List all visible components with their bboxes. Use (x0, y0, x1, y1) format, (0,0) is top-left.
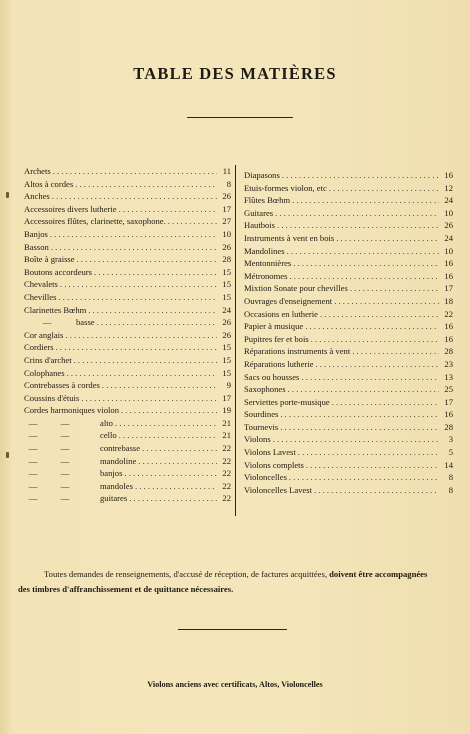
notice-paragraph (18, 567, 438, 597)
toc-entry (24, 304, 231, 317)
toc-entry-page: 8 (448, 472, 453, 483)
toc-entry-page: 22 (222, 443, 231, 454)
toc-entry-label: Mixtion Sonate pour chevilles (244, 283, 348, 294)
leader-dots (305, 320, 439, 333)
toc-entry-page: 18 (444, 295, 453, 306)
toc-entry-page: 21 (222, 417, 231, 428)
leader-dots (75, 178, 217, 191)
toc-entry-label: Sacs ou housses (244, 371, 300, 382)
toc-entry-label: Banjos (24, 228, 48, 239)
toc-entry-page: 3 (448, 434, 453, 445)
ditto-dash: — (60, 430, 70, 441)
leader-dots (282, 169, 439, 182)
leader-dots (352, 345, 439, 358)
toc-entry-page: 26 (222, 317, 231, 328)
toc-entry-page: 16 (444, 409, 453, 420)
toc-entry-page: 10 (222, 228, 231, 239)
toc-entry-page: 28 (444, 346, 453, 357)
toc-entry-label: contrebasse (100, 443, 141, 454)
toc-entry (244, 484, 453, 497)
toc-entry-page: 17 (222, 392, 231, 403)
toc-entry (244, 421, 453, 434)
toc-entry-label: Chevilles (24, 291, 57, 302)
toc-entry-page: 17 (444, 283, 453, 294)
toc-entry-label: Mandolines (244, 245, 285, 256)
toc-entry (244, 383, 453, 396)
toc-entry-page: 22 (222, 480, 231, 491)
leader-dots (119, 203, 217, 216)
ditto-dash: — (28, 443, 38, 454)
toc-entry (24, 278, 231, 291)
toc-entry-page: 16 (444, 270, 453, 281)
leader-dots (142, 442, 217, 455)
leader-dots (280, 408, 439, 421)
toc-entry-label: Réparations lutherie (244, 358, 314, 369)
toc-entry (244, 232, 453, 245)
toc-entry-page: 15 (222, 291, 231, 302)
leader-dots (52, 190, 217, 203)
toc-entry-page: 10 (444, 245, 453, 256)
toc-entry-page: 24 (444, 232, 453, 243)
toc-entry (244, 245, 453, 258)
leader-dots (336, 232, 439, 245)
toc-entry-page: 15 (222, 354, 231, 365)
toc-entry (24, 367, 231, 380)
leader-dots (138, 455, 217, 468)
toc-entry-page: 15 (222, 279, 231, 290)
toc-entry-label: Violons Lavest (244, 447, 296, 458)
ditto-dash: — (60, 480, 70, 491)
toc-entry-page: 11 (222, 166, 231, 176)
leader-dots (350, 282, 439, 295)
leader-dots (124, 467, 217, 480)
toc-entry (24, 392, 231, 405)
toc-entry (244, 194, 453, 207)
toc-entry (244, 471, 453, 484)
toc-entry-page: 16 (444, 321, 453, 332)
toc-entry (24, 341, 231, 354)
leader-dots (56, 341, 217, 354)
toc-entry-page: 25 (444, 384, 453, 395)
ditto-dash: — (42, 317, 52, 328)
toc-entry-label: Guitares (244, 207, 274, 218)
toc-entry-page: 15 (222, 367, 231, 378)
leader-dots (60, 278, 217, 291)
leader-dots (332, 396, 439, 409)
toc-entry (244, 207, 453, 220)
leader-dots (311, 333, 439, 346)
toc-entry-label: Accessoires flûtes, clarinette, saxophone. (24, 216, 166, 227)
toc-entry (24, 253, 231, 266)
leader-dots (74, 354, 217, 367)
toc-entry-label: Saxophones (244, 384, 286, 395)
toc-entry-page: 16 (444, 333, 453, 344)
toc-entry-label: Crins d'archet (24, 354, 72, 365)
title-rule (187, 117, 293, 118)
toc-entry (244, 396, 453, 409)
leader-dots (301, 371, 439, 384)
leader-dots (119, 429, 217, 442)
toc-entry-page: 17 (444, 396, 453, 407)
ditto-dash: — (28, 493, 38, 504)
toc-entry-page: 22 (222, 493, 231, 504)
leader-dots (58, 291, 217, 304)
toc-entry-page: 5 (448, 447, 453, 458)
toc-entry-page: 16 (444, 170, 453, 180)
toc-entry-label: Archets (24, 166, 51, 176)
toc-entry-page: 10 (444, 207, 453, 218)
ditto-dash: — (28, 430, 38, 441)
toc-left-column (24, 165, 231, 505)
toc-entry (244, 182, 453, 195)
toc-entry (24, 241, 231, 254)
toc-entry-label: basse (76, 317, 95, 328)
toc-entry-label: Cor anglais (24, 329, 64, 340)
toc-entry (24, 190, 231, 203)
toc-entry-label: Violons (244, 434, 271, 445)
notice-bold-text: doivent être accompagnées des timbres d'affranchissement et de quittance nécessaires. (18, 569, 428, 594)
toc-entry-label: Diapasons (244, 170, 280, 180)
toc-entry-label: Serviettes porte-musique (244, 396, 330, 407)
toc-entry-label: banjos (100, 468, 123, 479)
leader-dots (129, 492, 217, 505)
toc-entry-label: Contrebasses à cordes (24, 380, 100, 391)
toc-entry (244, 446, 453, 459)
toc-entry-page: 21 (222, 430, 231, 441)
toc-entry-page: 28 (222, 254, 231, 265)
leader-dots (320, 308, 439, 321)
toc-entry (24, 178, 231, 191)
ditto-dash: — (60, 455, 70, 466)
toc-entry-label: Coussins d'étuis (24, 392, 80, 403)
toc-entry (24, 455, 231, 468)
toc-right-column (244, 169, 453, 496)
footer-text: Violons anciens avec certificats, Altos, Violoncelles (147, 680, 323, 689)
ditto-dash: — (28, 468, 38, 479)
toc-entry-label: Etuis-formes violon, etc (244, 182, 327, 193)
toc-entry-label: Métronomes (244, 270, 288, 281)
toc-entry-page: 16 (444, 258, 453, 269)
leader-dots (77, 253, 217, 266)
toc-entry-page: 13 (444, 371, 453, 382)
toc-entry (24, 165, 231, 178)
leader-dots (334, 295, 439, 308)
leader-dots (277, 219, 439, 232)
toc-entry-label: alto (100, 417, 113, 428)
toc-entry (24, 203, 231, 216)
bottom-rule (178, 629, 287, 630)
toc-entry-page: 8 (226, 178, 231, 189)
toc-entry-page: 9 (226, 380, 231, 391)
toc-entry-label: Accessoires divers lutherie (24, 203, 117, 214)
leader-dots (88, 304, 217, 317)
leader-dots (306, 459, 439, 472)
ditto-dash: — (60, 443, 70, 454)
toc-entry-label: guitares (100, 493, 128, 504)
toc-entry-label: Violoncelles Lavest (244, 484, 312, 495)
toc-entry-page: 15 (222, 266, 231, 277)
toc-entry-label: Violoncelles (244, 472, 287, 483)
toc-entry (24, 354, 231, 367)
toc-entry-page: 26 (222, 241, 231, 252)
ditto-dash: — (28, 417, 38, 428)
toc-entry-page: 26 (444, 220, 453, 231)
toc-entry-page: 12 (444, 182, 453, 193)
toc-entry (244, 333, 453, 346)
toc-entry (244, 320, 453, 333)
toc-entry (24, 417, 231, 430)
toc-entry (24, 429, 231, 442)
toc-entry-page: 28 (444, 421, 453, 432)
toc-entry (244, 371, 453, 384)
leader-dots (94, 266, 217, 279)
toc-entry-page: 23 (444, 358, 453, 369)
toc-entry (244, 219, 453, 232)
toc-entry (244, 282, 453, 295)
toc-entry (24, 442, 231, 455)
toc-entry-page: 15 (222, 342, 231, 353)
toc-entry-page: 24 (222, 304, 231, 315)
toc-entry-label: Boutons accordeurs (24, 266, 93, 277)
toc-entry (244, 257, 453, 270)
column-divider (235, 165, 236, 516)
toc-entry (24, 404, 231, 417)
toc-entry-label: mandoles (100, 480, 133, 491)
leader-dots (329, 182, 439, 195)
leader-dots (298, 446, 439, 459)
toc-entry-label: Colophanes (24, 367, 65, 378)
toc-entry (244, 169, 453, 182)
toc-entry (24, 492, 231, 505)
toc-entry-page: 26 (222, 191, 231, 202)
toc-entry-label: Flûtes Bœhm (244, 195, 291, 206)
toc-entry-label: Violons complets (244, 459, 304, 470)
toc-entry (24, 291, 231, 304)
toc-entry (24, 266, 231, 279)
leader-dots (289, 471, 439, 484)
leader-dots (280, 421, 439, 434)
toc-entry (244, 408, 453, 421)
toc-entry-page: 19 (222, 405, 231, 416)
ditto-dash: — (60, 468, 70, 479)
toc-entry (244, 459, 453, 472)
notice-text: Toutes demandes de renseignements, d'accusé de réception, de factures acquittées, (44, 569, 327, 579)
leader-dots (51, 241, 217, 254)
leader-dots (287, 245, 439, 258)
leader-dots (65, 329, 217, 342)
toc-entry (244, 295, 453, 308)
leader-dots (81, 392, 217, 405)
toc-entry-label: Hautbois (244, 220, 276, 231)
ditto-dash: — (28, 480, 38, 491)
leader-dots (115, 417, 217, 430)
toc-entry-label: Sourdines (244, 409, 279, 420)
toc-entry (24, 480, 231, 493)
leader-dots (292, 194, 439, 207)
toc-entry-page: 22 (222, 455, 231, 466)
toc-entry-label: Cordiers (24, 342, 54, 353)
toc-entry-label: Clarinettes Bœhm (24, 304, 87, 315)
toc-entry-page: 8 (448, 484, 453, 495)
toc-entry-label: Réparations instruments à vent (244, 346, 351, 357)
toc-entry-label: Anches (24, 191, 50, 202)
toc-entry-label: cello (100, 430, 117, 441)
leader-dots (102, 379, 217, 392)
ditto-dash: — (60, 493, 70, 504)
binding-hole (6, 452, 9, 458)
ditto-dash: — (60, 417, 70, 428)
toc-entry-label: Occasions en lutherie (244, 308, 318, 319)
toc-entry-label: Cordes harmoniques violon (24, 405, 119, 416)
toc-entry-page: 14 (444, 459, 453, 470)
leader-dots (53, 165, 217, 178)
leader-dots (275, 207, 439, 220)
leader-dots (121, 404, 217, 417)
toc-entry-label: Basson (24, 241, 49, 252)
toc-entry (244, 270, 453, 283)
leader-dots (135, 480, 217, 493)
toc-entry-page: 27 (222, 216, 231, 227)
leader-dots (293, 257, 439, 270)
leader-dots (50, 228, 217, 241)
toc-entry (244, 308, 453, 321)
page-title: TABLE DES MATIÈRES (133, 64, 337, 83)
leader-dots (273, 433, 439, 446)
toc-entry-label: Tournevis (244, 421, 279, 432)
toc-entry (244, 358, 453, 371)
leader-dots (315, 358, 439, 371)
toc-entry-label: Altos à cordes (24, 178, 74, 189)
toc-entry-label: Chevalets (24, 279, 58, 290)
leader-dots (289, 270, 439, 283)
toc-entry-page: 22 (444, 308, 453, 319)
toc-entry-label: Papier à musique (244, 321, 304, 332)
toc-entry (244, 433, 453, 446)
toc-entry (24, 316, 231, 329)
toc-entry-page: 17 (222, 203, 231, 214)
toc-entry (24, 379, 231, 392)
toc-entry-label: Boîte à graisse (24, 254, 75, 265)
leader-dots (168, 215, 217, 228)
toc-entry-label: Pupitres fer et bois (244, 333, 309, 344)
toc-entry (24, 228, 231, 241)
toc-entry-label: Ouvrages d'enseignement (244, 295, 333, 306)
toc-entry (24, 329, 231, 342)
leader-dots (97, 316, 217, 329)
toc-entry-page: 26 (222, 329, 231, 340)
toc-entry-label: Instruments à vent en bois (244, 232, 335, 243)
toc-entry-label: Mentonnières (244, 258, 292, 269)
toc-entry-page: 22 (222, 468, 231, 479)
leader-dots (288, 383, 439, 396)
leader-dots (67, 367, 217, 380)
binding-hole (6, 192, 9, 198)
toc-entry (24, 215, 231, 228)
ditto-dash: — (28, 455, 38, 466)
toc-entry-label: mandoline (100, 455, 137, 466)
toc-entry (244, 345, 453, 358)
toc-entry (24, 467, 231, 480)
toc-entry-page: 24 (444, 195, 453, 206)
leader-dots (314, 484, 439, 497)
